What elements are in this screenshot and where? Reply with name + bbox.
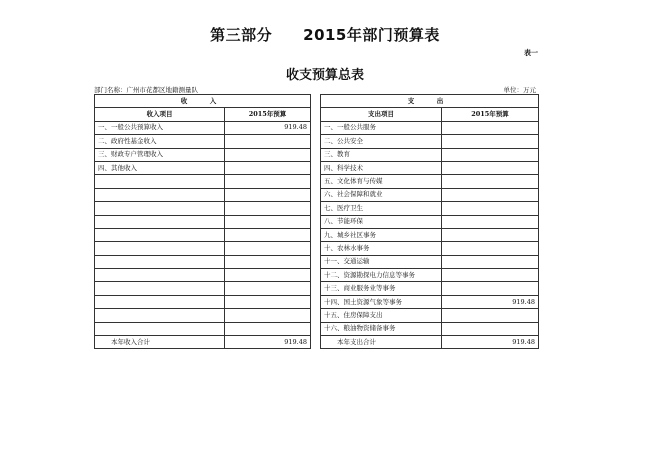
expense-value xyxy=(442,215,539,228)
table-row xyxy=(95,255,539,268)
column-gap xyxy=(311,295,321,308)
income-item xyxy=(95,282,225,295)
column-gap xyxy=(311,242,321,255)
income-item xyxy=(95,309,225,322)
expense-item: 四、科学技术 xyxy=(321,161,442,174)
expense-item: 十一、交通运输 xyxy=(321,255,442,268)
column-gap xyxy=(311,269,321,282)
expense-item: 九、城乡社区事务 xyxy=(321,228,442,241)
income-value xyxy=(225,282,311,295)
table-row xyxy=(95,148,539,161)
income-value xyxy=(225,148,311,161)
income-item xyxy=(95,242,225,255)
table-row xyxy=(95,309,539,322)
section-header-row xyxy=(95,95,539,108)
table-row xyxy=(95,161,539,174)
table-number: 表一 xyxy=(524,49,538,57)
income-item xyxy=(95,255,225,268)
expense-item: 五、文化体育与传媒 xyxy=(321,175,442,188)
table-row xyxy=(95,188,539,201)
income-value xyxy=(225,215,311,228)
expense-item: 十、农林水事务 xyxy=(321,242,442,255)
income-value xyxy=(225,295,311,308)
expense-item: 一、一般公共服务 xyxy=(321,121,442,134)
table-row xyxy=(95,295,539,308)
table-title: 收支预算总表 xyxy=(285,68,364,83)
expense-item: 七、医疗卫生 xyxy=(321,202,442,215)
column-gap xyxy=(311,135,321,148)
expense-value xyxy=(442,148,539,161)
table-row xyxy=(95,228,539,241)
budget-table xyxy=(94,94,539,349)
income-item xyxy=(95,188,225,201)
column-gap xyxy=(311,188,321,201)
income-value xyxy=(225,175,311,188)
income-value xyxy=(225,242,311,255)
expense-value xyxy=(442,242,539,255)
expense-value xyxy=(442,188,539,201)
expense-budget-header: 2015年预算 xyxy=(442,108,539,121)
income-budget-header: 2015年预算 xyxy=(225,108,311,121)
expense-header: 支 出 xyxy=(321,95,539,108)
expense-item: 三、教育 xyxy=(321,148,442,161)
column-gap xyxy=(311,175,321,188)
income-value xyxy=(225,255,311,268)
income-item: 三、财政专户管理收入 xyxy=(95,148,225,161)
expense-value xyxy=(442,269,539,282)
expense-value xyxy=(442,228,539,241)
expense-value xyxy=(442,175,539,188)
table-row xyxy=(95,121,539,134)
income-value xyxy=(225,202,311,215)
expense-value xyxy=(442,255,539,268)
income-value xyxy=(225,309,311,322)
expense-item-header: 支出项目 xyxy=(321,108,442,121)
expense-item: 十五、住房保障支出 xyxy=(321,309,442,322)
income-value xyxy=(225,269,311,282)
column-gap xyxy=(311,161,321,174)
unit-label: 单位：万元 xyxy=(503,86,536,94)
expense-item: 二、公共安全 xyxy=(321,135,442,148)
income-item-header: 收入项目 xyxy=(95,108,225,121)
expense-item: 十二、资源勘探电力信息等事务 xyxy=(321,269,442,282)
table-row xyxy=(95,242,539,255)
column-gap xyxy=(311,309,321,322)
column-gap xyxy=(311,255,321,268)
income-item xyxy=(95,322,225,335)
expense-total-label: 本年支出合计 xyxy=(321,336,442,349)
expense-total-value: 919.48 xyxy=(442,336,539,349)
expense-value xyxy=(442,135,539,148)
income-item: 二、政府性基金收入 xyxy=(95,135,225,148)
income-item xyxy=(95,228,225,241)
expense-item: 十六、粮油物资储备事务 xyxy=(321,322,442,335)
part-title: 第三部分 2015年部门预算表 xyxy=(210,26,440,44)
table-row xyxy=(95,282,539,295)
expense-value xyxy=(442,309,539,322)
income-item: 一、一般公共预算收入 xyxy=(95,121,225,134)
expense-value xyxy=(442,121,539,134)
table-row xyxy=(95,322,539,335)
column-gap xyxy=(311,282,321,295)
income-item xyxy=(95,175,225,188)
expense-value xyxy=(442,161,539,174)
income-item xyxy=(95,269,225,282)
expense-value xyxy=(442,282,539,295)
department-name: 部门名称：广州市花都区地籍测量队 xyxy=(94,86,198,94)
expense-item: 十四、国土资源气象等事务 xyxy=(321,295,442,308)
income-item: 四、其他收入 xyxy=(95,161,225,174)
income-value xyxy=(225,228,311,241)
income-value: 919.48 xyxy=(225,121,311,134)
income-total-value: 919.48 xyxy=(225,336,311,349)
column-gap xyxy=(311,121,321,134)
expense-value: 919.48 xyxy=(442,295,539,308)
column-gap xyxy=(311,108,321,121)
column-gap xyxy=(311,215,321,228)
income-item xyxy=(95,215,225,228)
expense-item: 十三、商业服务业等事务 xyxy=(321,282,442,295)
table-row xyxy=(95,215,539,228)
expense-item: 八、节能环保 xyxy=(321,215,442,228)
column-gap xyxy=(311,95,321,108)
income-total-label: 本年收入合计 xyxy=(95,336,225,349)
total-row xyxy=(95,336,539,349)
column-gap xyxy=(311,202,321,215)
column-header-row xyxy=(95,108,539,121)
table-row xyxy=(95,202,539,215)
expense-value xyxy=(442,322,539,335)
income-item xyxy=(95,295,225,308)
income-value xyxy=(225,161,311,174)
expense-item: 六、社会保障和就业 xyxy=(321,188,442,201)
column-gap xyxy=(311,336,321,349)
column-gap xyxy=(311,322,321,335)
income-value xyxy=(225,322,311,335)
table-row xyxy=(95,269,539,282)
income-value xyxy=(225,188,311,201)
column-gap xyxy=(311,228,321,241)
income-header: 收 入 xyxy=(95,95,311,108)
table-row xyxy=(95,175,539,188)
column-gap xyxy=(311,148,321,161)
expense-value xyxy=(442,202,539,215)
table-row xyxy=(95,135,539,148)
income-item xyxy=(95,202,225,215)
income-value xyxy=(225,135,311,148)
